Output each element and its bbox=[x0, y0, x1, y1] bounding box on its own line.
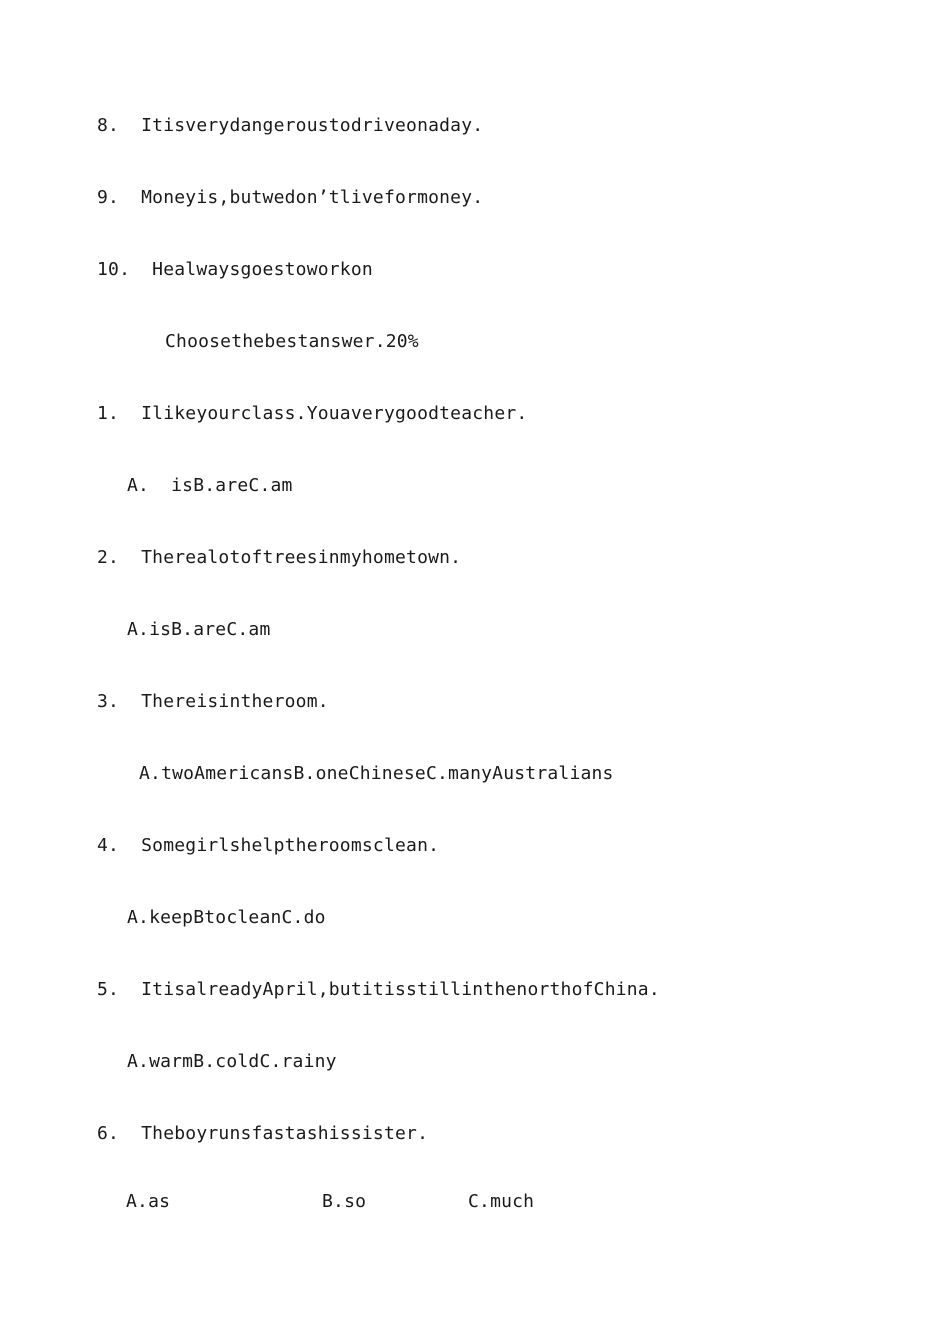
section-heading: Choosethebestanswer.20% bbox=[165, 331, 419, 352]
question-3: 3. Thereisintheroom. bbox=[97, 691, 329, 712]
question-3-options: A.twoAmericansB.oneChineseC.manyAustralians bbox=[139, 763, 614, 784]
question-1: 1. Ilikeyourclass.Youaverygoodteacher. bbox=[97, 403, 528, 424]
question-10: 10. Healwaysgoestoworkon bbox=[97, 259, 373, 280]
question-6-option-c: C.much bbox=[468, 1191, 535, 1212]
question-4-options: A.keepBtocleanC.do bbox=[127, 907, 326, 928]
question-6-option-b: B.so bbox=[322, 1191, 367, 1212]
question-1-options: A. isB.areC.am bbox=[127, 475, 293, 496]
question-8: 8. Itisverydangeroustodriveonaday. bbox=[97, 115, 484, 136]
question-2-options: A.isB.areC.am bbox=[127, 619, 271, 640]
question-4: 4. Somegirlshelptheroomsclean. bbox=[97, 835, 440, 856]
question-5-options: A.warmB.coldC.rainy bbox=[127, 1051, 337, 1072]
question-9: 9. Moneyis,butwedon’tliveformoney. bbox=[97, 187, 484, 208]
question-5: 5. ItisalreadyApril,butitisstillinthenorthofChina. bbox=[97, 979, 660, 1000]
question-6-option-a: A.as bbox=[126, 1191, 171, 1212]
question-2: 2. Therealotoftreesinmyhometown. bbox=[97, 547, 462, 568]
question-6: 6. Theboyrunsfastashissister. bbox=[97, 1123, 429, 1144]
